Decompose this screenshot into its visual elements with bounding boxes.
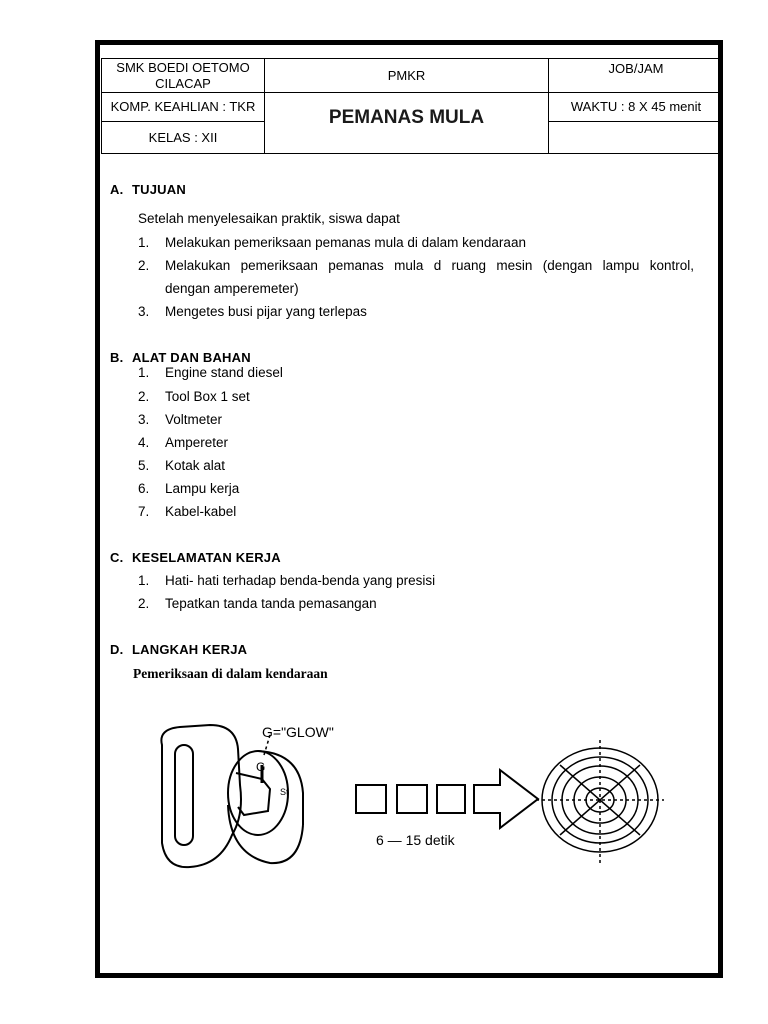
subject-cell xyxy=(265,59,548,92)
list-item xyxy=(138,412,222,427)
section-d-heading xyxy=(110,642,247,657)
list-item xyxy=(138,304,367,319)
key-st-label: St xyxy=(280,787,289,797)
time-box-2 xyxy=(397,785,427,813)
job-label: JOB/JAM xyxy=(608,61,664,76)
list-item xyxy=(138,258,694,273)
list-item xyxy=(138,365,283,380)
section-letter: C. xyxy=(110,550,124,565)
duration-label: 6 — 15 detik xyxy=(376,832,455,848)
item-number: 7. xyxy=(138,504,150,519)
glow-procedure-figure xyxy=(140,715,670,885)
section-title: LANGKAH KERJA xyxy=(132,642,248,657)
item-text: Mengetes busi pijar yang terlepas xyxy=(165,304,367,319)
list-item-continuation: dengan amperemeter) xyxy=(165,281,299,296)
item-number: 4. xyxy=(138,435,150,450)
item-text: Ampereter xyxy=(165,435,229,450)
list-item xyxy=(138,596,377,611)
key-g-label: G xyxy=(256,760,266,774)
item-text: Tepatkan tanda tanda pemasangan xyxy=(165,596,377,611)
section-letter: D. xyxy=(110,642,124,657)
waktu-label: WAKTU : 8 X 45 menit xyxy=(570,99,702,114)
subject-code: PMKR xyxy=(387,67,426,83)
school-city: CILACAP xyxy=(155,75,211,91)
section-a-heading xyxy=(110,182,186,197)
list-item xyxy=(138,481,239,496)
item-number: 3. xyxy=(138,304,150,319)
school-name-cell xyxy=(102,59,264,92)
glow-label: G="GLOW" xyxy=(262,724,334,740)
arrow-right-icon xyxy=(474,770,538,828)
item-number: 5. xyxy=(138,458,150,473)
section-d-subheading: Pemeriksaan di dalam kendaraan xyxy=(133,666,328,681)
item-number: 2. xyxy=(138,389,150,404)
glow-plug-icon xyxy=(536,740,664,863)
item-text: Tool Box 1 set xyxy=(165,389,250,404)
item-number: 1. xyxy=(138,573,150,588)
list-item xyxy=(138,504,236,519)
document-title: PEMANAS MULA xyxy=(328,107,485,128)
list-item xyxy=(138,573,435,588)
section-letter: A. xyxy=(110,182,124,197)
time-box-1 xyxy=(356,785,386,813)
item-number: 2. xyxy=(138,596,150,611)
item-text: Kabel-kabel xyxy=(165,504,237,519)
item-text: Voltmeter xyxy=(165,412,223,427)
item-number: 2. xyxy=(138,258,150,273)
item-number: 1. xyxy=(138,235,150,250)
section-title: KESELAMATAN KERJA xyxy=(132,550,281,565)
item-text: Melakukan pemeriksaan pemanas mula d ruang mesin (dengan lampu kontrol, xyxy=(165,258,694,273)
table-line xyxy=(101,153,723,154)
kelas-cell xyxy=(102,122,264,153)
school-name: SMK BOEDI OETOMO xyxy=(116,59,250,75)
list-item xyxy=(138,458,225,473)
list-item xyxy=(138,389,250,404)
section-title: ALAT DAN BAHAN xyxy=(132,350,251,365)
section-title: TUJUAN xyxy=(132,182,186,197)
komp-label: KOMP. KEAHLIAN : TKR xyxy=(110,99,256,114)
list-item xyxy=(138,435,228,450)
time-box-3 xyxy=(437,785,465,813)
section-c-heading xyxy=(110,550,281,565)
item-text: Lampu kerja xyxy=(165,481,240,496)
item-text: Melakukan pemeriksaan pemanas mula di dalam kendaraan xyxy=(165,235,526,250)
item-text: Engine stand diesel xyxy=(165,365,283,380)
kelas-label: KELAS : XII xyxy=(148,129,218,145)
list-item xyxy=(138,235,526,250)
job-cell xyxy=(549,59,723,79)
item-number: 3. xyxy=(138,412,150,427)
item-number: 1. xyxy=(138,365,150,380)
item-text: Hati- hati terhadap benda-benda yang presisi xyxy=(165,573,436,588)
item-number: 6. xyxy=(138,481,150,496)
section-letter: B. xyxy=(110,350,124,365)
section-b-heading xyxy=(110,350,251,365)
item-text: Kotak alat xyxy=(165,458,226,473)
section-a-intro: Setelah menyelesaikan praktik, siswa dapat xyxy=(138,211,400,226)
waktu-cell xyxy=(549,93,723,121)
komp-cell xyxy=(102,93,264,121)
table-line xyxy=(548,121,723,122)
